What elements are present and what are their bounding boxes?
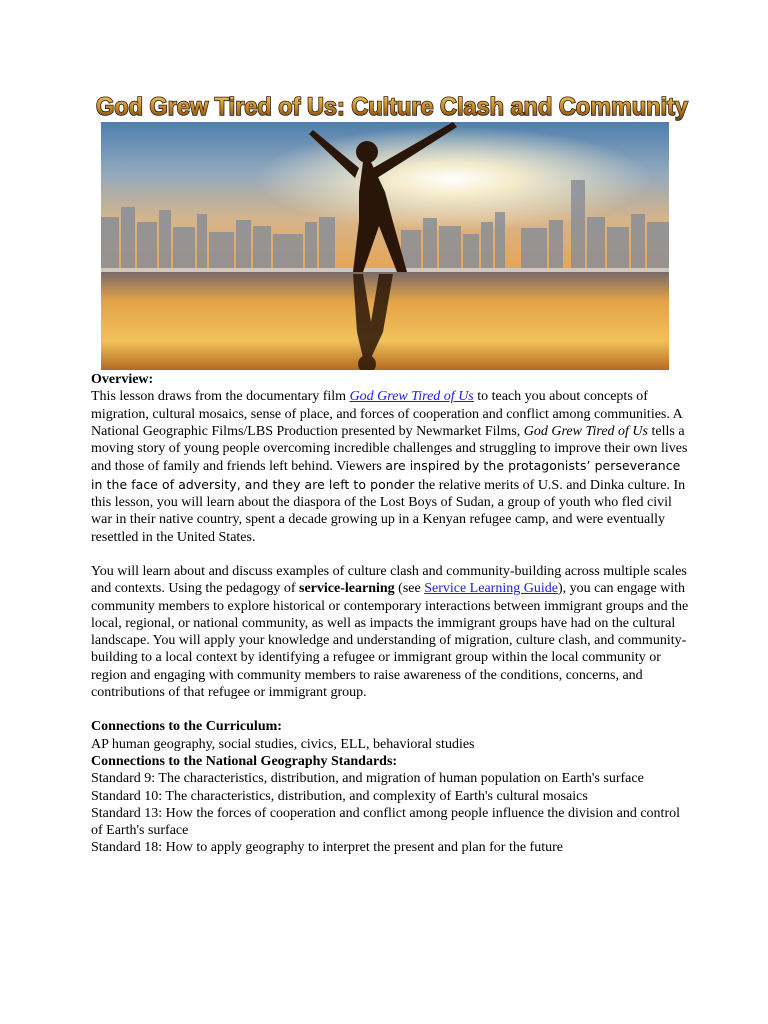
curriculum-text: AP human geography, social studies, civics, ELL, behavioral studies [91, 736, 475, 752]
film-link[interactable]: God Grew Tired of Us [349, 389, 474, 405]
curriculum-heading: Connections to the Curriculum: [91, 719, 282, 735]
overview-heading: Overview: [91, 372, 154, 387]
standard-item: Standard 18: How to apply geography to interpret the present and plan for the future [91, 840, 563, 856]
standards-heading: Connections to the National Geography Standards: [91, 753, 398, 769]
page-title [92, 88, 692, 124]
page-title-text: God Grew Tired of Us: Culture Clash and Community [96, 93, 689, 121]
service-learning-guide-link[interactable]: Service Learning Guide [424, 581, 558, 597]
film-title-italic: God Grew Tired of Us [523, 423, 648, 439]
standard-item: Standard 13: How the forces of cooperation and conflict among people influence the division and control of Earth's surface [91, 805, 680, 839]
overview-paragraph: This lesson draws from the documentary film God Grew Tired of Us to teach you about concepts of migration, cultural mosaics, sense of place, and forces of cooperation and conflict among communities. A National Geographic Films/LBS Production presented by Newmarket Films, God Grew Tired of Us tells a moving story of young people overcoming incredible challenges and struggling to improve their own lives and those of family and friends left behind. Viewers are inspired by the protagonists’ perseverance in the face of adversity, and they are left to ponder the relative merits of U.S. and Dinka culture. In this lesson, you will learn about the diaspora of the Lost Boys of Sudan, a group of youth who fled civil war in their native country, spent a decade growing up in a Kenyan refugee camp, and were eventually resettled in the United States. [91, 389, 688, 545]
standard-item: Standard 9: The characteristics, distribution, and migration of human population on Earth's surface [91, 771, 644, 787]
service-learning-paragraph: You will learn about and discuss examples of culture clash and community-building across multiple scales and contexts. Using the pedagogy of service-learning (see Service Learning Guide), you can engage with community members to explore historical or contemporary interactions between immigrant groups and the local, regional, or national community, as well as impacts the immigrant groups have had on the cultural landscape. You will apply your knowledge and understanding of migration, culture clash, and community-building to a local context by identifying a refugee or immigrant group within the local community or region and engaging with community members to raise awareness of the conditions, concerns, and contributions of that refugee or immigrant group. [91, 563, 689, 701]
hero-image [101, 122, 669, 370]
standard-item: Standard 10: The characteristics, distribution, and complexity of Earth's cultural mosaics [91, 788, 588, 804]
lesson-body [91, 371, 691, 857]
